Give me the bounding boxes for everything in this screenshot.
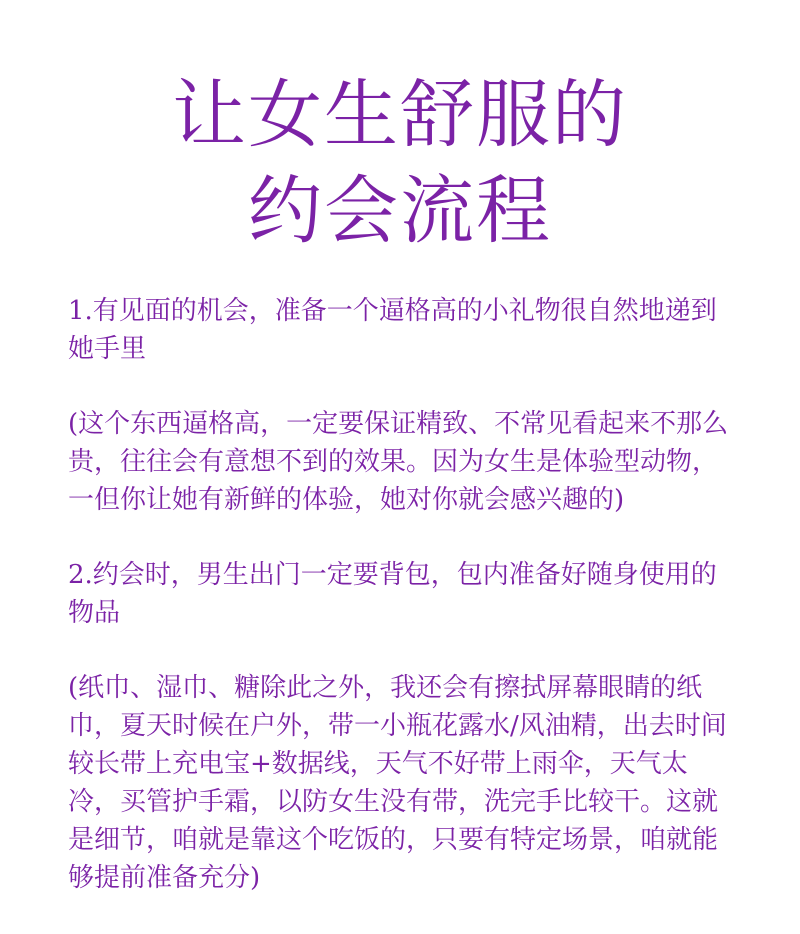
page-title-line-2: 约会流程	[248, 168, 552, 254]
page-title-line-1: 让女生舒服的	[172, 72, 628, 158]
paragraph-tip-2: 2.约会时，男生出门一定要背包，包内准备好随身使用的物品	[68, 560, 717, 628]
article-body	[68, 292, 733, 934]
paragraph-tip-1-note: (这个东西逼格高，一定要保证精致、不常见看起来不那么贵，往往会有意想不到的效果。因为女生是体验型动物，一但你让她有新鲜的体验，她对你就会感兴趣的)	[68, 409, 729, 515]
paragraph-tip-2-note: (纸巾、湿巾、糖除此之外，我还会有擦拭屏幕眼睛的纸巾，夏天时候在户外，带一小瓶花露水/风油精，出去时间较长带上充电宝+数据线，天气不好带上雨伞，天气太冷，买管护手霜，以防女生没有带，洗完手比较干。这就是细节，咱就是靠这个吃饭的，只要有特定场景，咱就能够提前准备充分)	[68, 673, 727, 893]
paragraph-tip-1: 1.有见面的机会，准备一个逼格高的小礼物很自然地递到她手里	[68, 296, 717, 364]
